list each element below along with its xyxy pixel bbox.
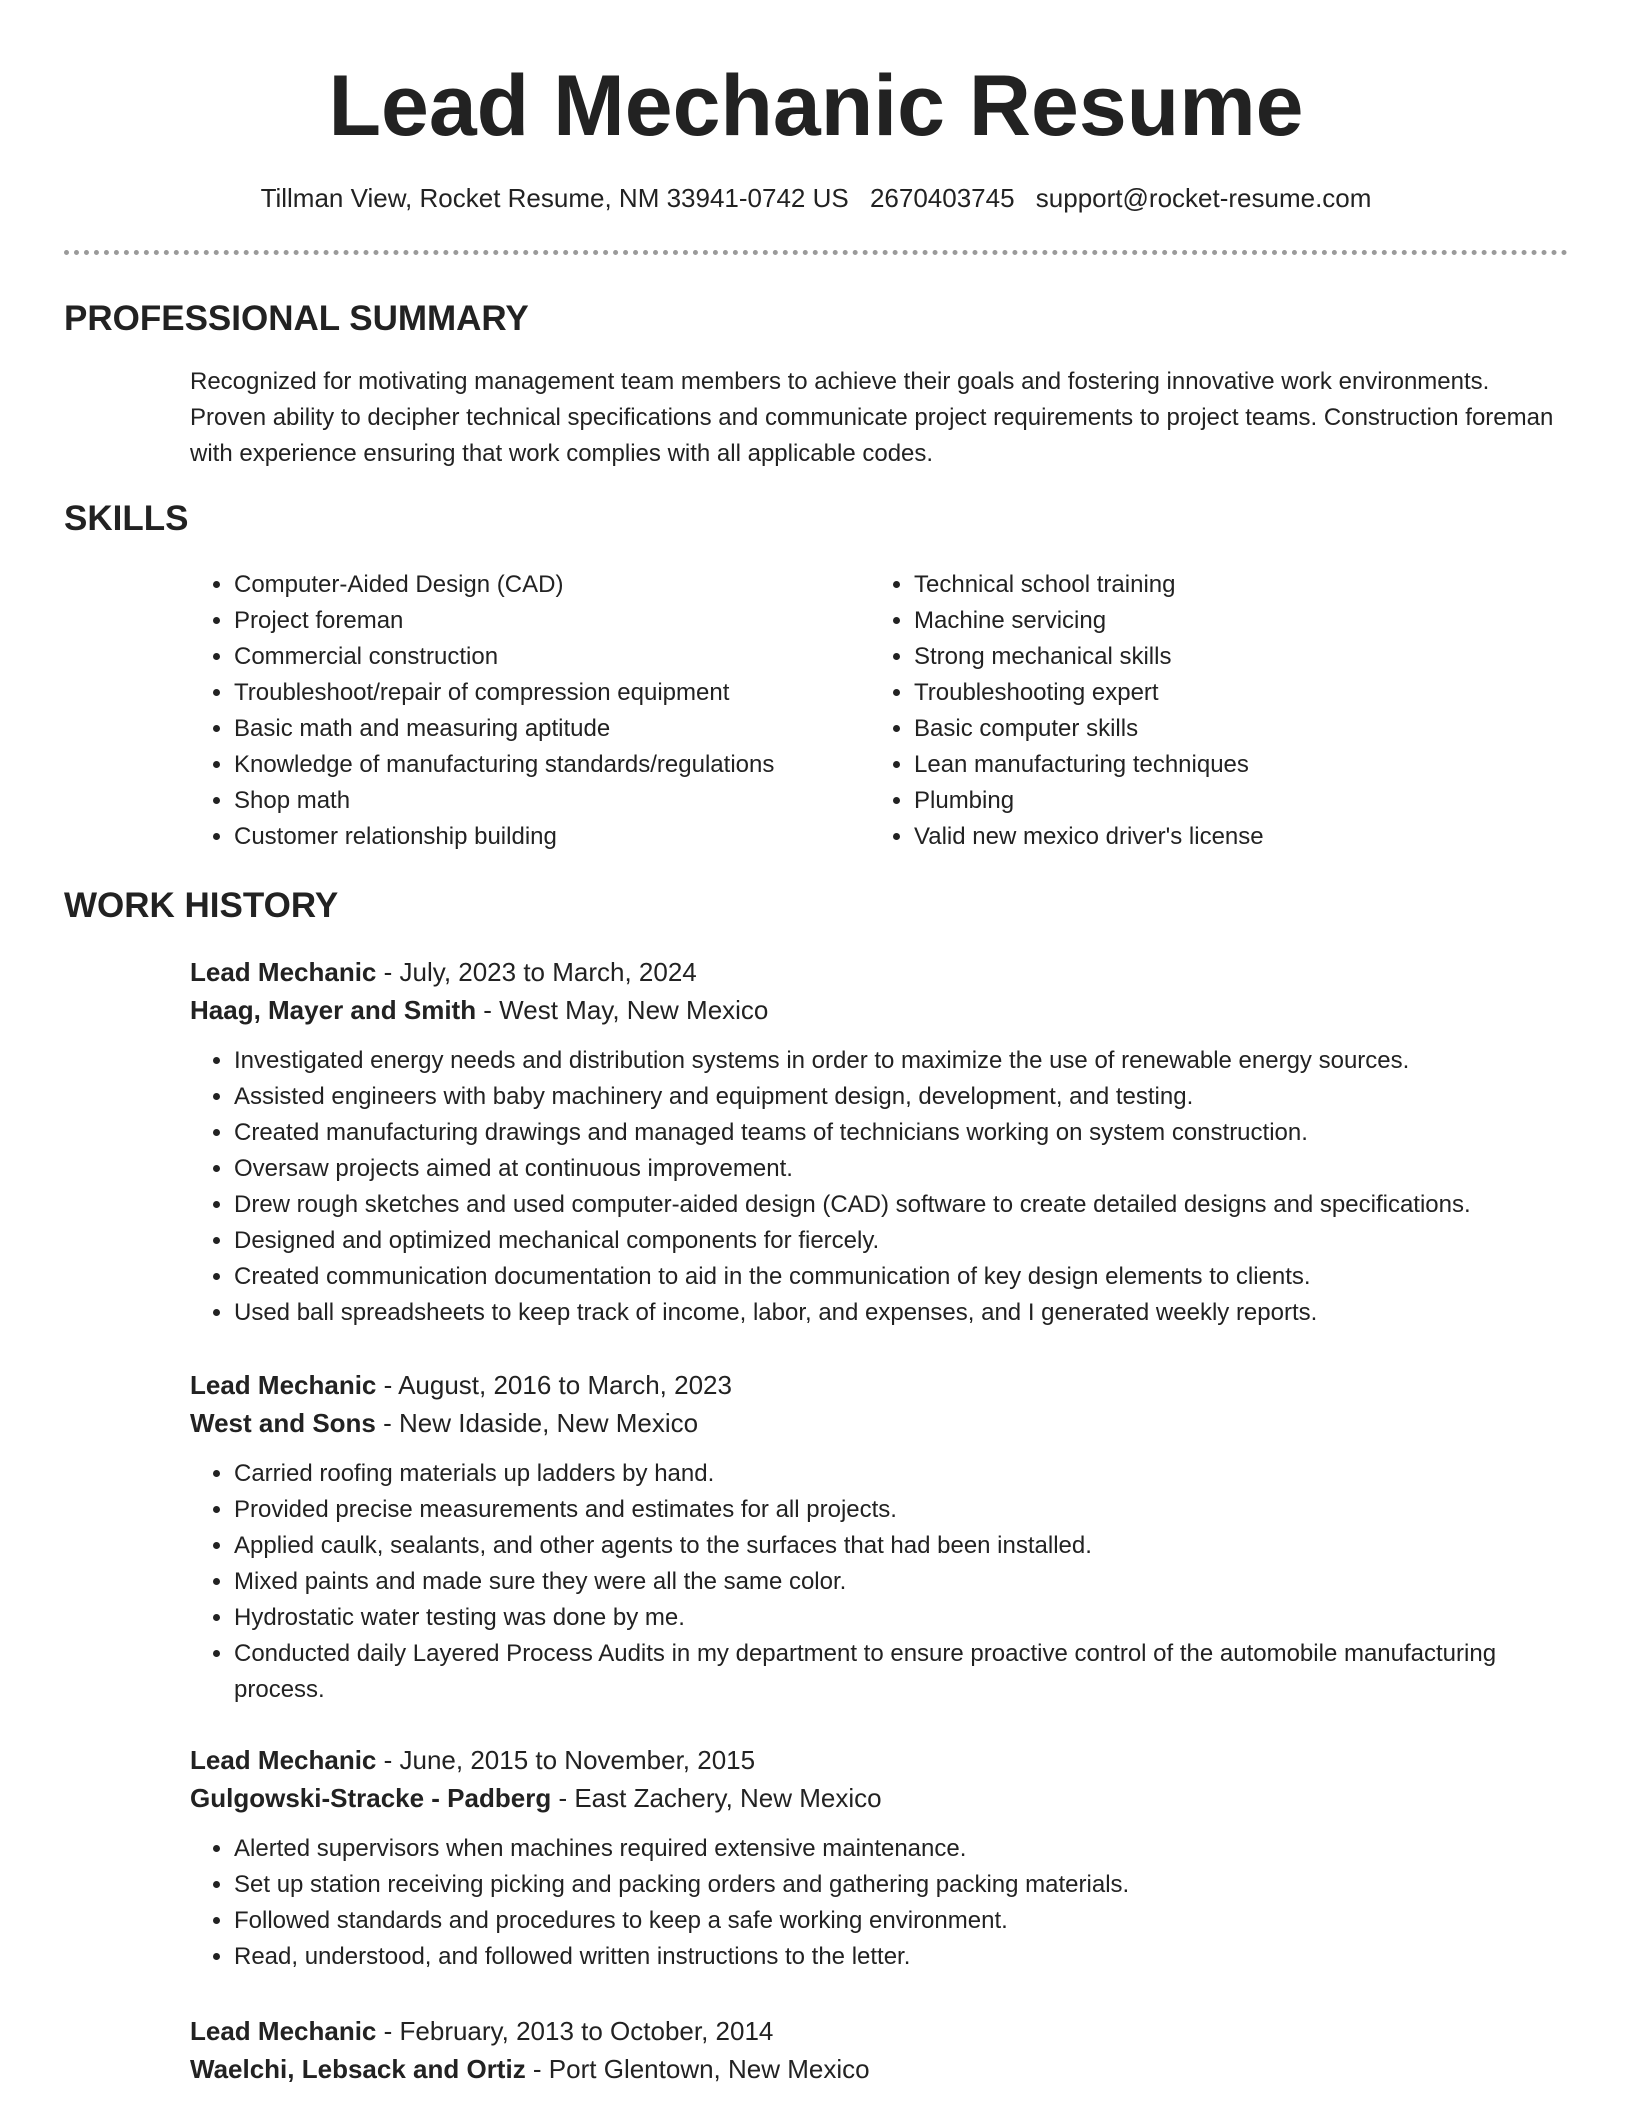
skills-list-left <box>190 567 854 855</box>
job-dates: - February, 2013 to October, 2014 <box>376 2016 774 2046</box>
job-title: Lead Mechanic <box>190 1370 377 1400</box>
job-bullet: • Read, understood, and followed written instructions to the letter. <box>234 1939 1570 1975</box>
summary-heading: PROFESSIONAL SUMMARY <box>64 299 529 338</box>
job-dates: - June, 2015 to November, 2015 <box>376 1745 756 1775</box>
job-bullet: • Set up station receiving picking and packing orders and gathering packing materials. <box>234 1867 1570 1903</box>
job-bullet: • Provided precise measurements and estimates for all projects. <box>234 1492 1570 1528</box>
job-bullet: • Applied caulk, sealants, and other agents to the surfaces that had been installed. <box>234 1528 1570 1564</box>
job-company: West and Sons <box>190 1408 376 1438</box>
job-title-line <box>190 1366 1570 1404</box>
skill-item: • Knowledge of manufacturing standards/regulations <box>234 747 854 783</box>
skills-list-right <box>870 567 1534 855</box>
job-bullet: • Designed and optimized mechanical components for fiercely. <box>234 1223 1570 1259</box>
job-bullet: • Followed standards and procedures to keep a safe working environment. <box>234 1903 1570 1939</box>
job-company-line <box>190 1404 1570 1442</box>
job-location: - Port Glentown, New Mexico <box>525 2054 870 2084</box>
job-title: Lead Mechanic <box>190 2016 377 2046</box>
summary-text: Recognized for motivating management team members to achieve their goals and fostering innovative work environments. Proven ability to decipher technical specifications and communicate project requirements to project teams. Construction foreman with experience ensuring that work complies with all applicable codes. <box>190 368 1554 467</box>
job-bullet: • Carried roofing materials up ladders by hand. <box>234 1456 1570 1492</box>
job-company: Gulgowski-Stracke - Padberg <box>190 1783 552 1813</box>
job-location: - West May, New Mexico <box>476 995 769 1025</box>
job-bullets <box>190 1456 1570 1708</box>
skill-item: • Troubleshooting expert <box>914 675 1534 711</box>
job-company: Haag, Mayer and Smith <box>190 995 477 1025</box>
job-bullet: • Oversaw projects aimed at continuous improvement. <box>234 1151 1570 1187</box>
job-bullet: • Hydrostatic water testing was done by me. <box>234 1600 1570 1636</box>
job-bullet: • Assisted engineers with baby machinery and equipment design, development, and testing. <box>234 1079 1570 1115</box>
skill-item: • Project foreman <box>234 603 854 639</box>
contact-line <box>0 180 1632 216</box>
job-location: - New Idaside, New Mexico <box>375 1408 699 1438</box>
job-company-line <box>190 2050 1570 2088</box>
job-entry <box>190 2012 1570 2088</box>
job-bullets <box>190 1043 1570 1331</box>
job-title: Lead Mechanic <box>190 1745 377 1775</box>
skill-item: • Lean manufacturing techniques <box>914 747 1534 783</box>
skill-item: • Valid new mexico driver's license <box>914 819 1534 855</box>
skill-item: • Strong mechanical skills <box>914 639 1534 675</box>
job-bullet: • Drew rough sketches and used computer-aided design (CAD) software to create detailed designs and specifications. <box>234 1187 1570 1223</box>
job-dates: - July, 2023 to March, 2024 <box>376 957 697 987</box>
job-bullet: • Created manufacturing drawings and managed teams of technicians working on system construction. <box>234 1115 1570 1151</box>
job-bullet: • Alerted supervisors when machines required extensive maintenance. <box>234 1831 1570 1867</box>
skill-item: • Troubleshoot/repair of compression equipment <box>234 675 854 711</box>
job-bullet: • Used ball spreadsheets to keep track of income, labor, and expenses, and I generated weekly reports. <box>234 1295 1570 1331</box>
job-title-line <box>190 2012 1570 2050</box>
contact-phone: 2670403745 <box>869 183 1015 213</box>
job-bullet: • Mixed paints and made sure they were all the same color. <box>234 1564 1570 1600</box>
header-divider <box>64 250 1568 255</box>
job-bullets <box>190 1831 1570 1975</box>
job-bullet: • Conducted daily Layered Process Audits in my department to ensure proactive control of the automobile manufacturing process. <box>234 1636 1570 1708</box>
skill-item: • Computer-Aided Design (CAD) <box>234 567 854 603</box>
job-dates: - August, 2016 to March, 2023 <box>376 1370 732 1400</box>
resume-title: Lead Mechanic Resume <box>328 58 1304 154</box>
job-title-line <box>190 953 1570 991</box>
skills-heading: SKILLS <box>64 499 189 538</box>
job-title: Lead Mechanic <box>190 957 377 987</box>
job-entry <box>190 1366 1570 1708</box>
skill-item: • Technical school training <box>914 567 1534 603</box>
contact-email: support@rocket-resume.com <box>1035 183 1372 213</box>
contact-address: Tillman View, Rocket Resume, NM 33941-0742 US <box>260 183 849 213</box>
job-bullet: • Created communication documentation to aid in the communication of key design elements to clients. <box>234 1259 1570 1295</box>
job-company-line <box>190 991 1570 1029</box>
skill-item: • Basic computer skills <box>914 711 1534 747</box>
skill-item: • Commercial construction <box>234 639 854 675</box>
job-bullet: • Investigated energy needs and distribution systems in order to maximize the use of renewable energy sources. <box>234 1043 1570 1079</box>
job-entry <box>190 1741 1570 1975</box>
skill-item: • Customer relationship building <box>234 819 854 855</box>
job-entry <box>190 953 1570 1331</box>
skill-item: • Plumbing <box>914 783 1534 819</box>
job-location: - East Zachery, New Mexico <box>551 1783 882 1813</box>
skill-item: • Machine servicing <box>914 603 1534 639</box>
work-history-heading: WORK HISTORY <box>64 886 339 925</box>
job-company-line <box>190 1779 1570 1817</box>
job-company: Waelchi, Lebsack and Ortiz <box>190 2054 526 2084</box>
skill-item: • Basic math and measuring aptitude <box>234 711 854 747</box>
job-title-line <box>190 1741 1570 1779</box>
skill-item: • Shop math <box>234 783 854 819</box>
